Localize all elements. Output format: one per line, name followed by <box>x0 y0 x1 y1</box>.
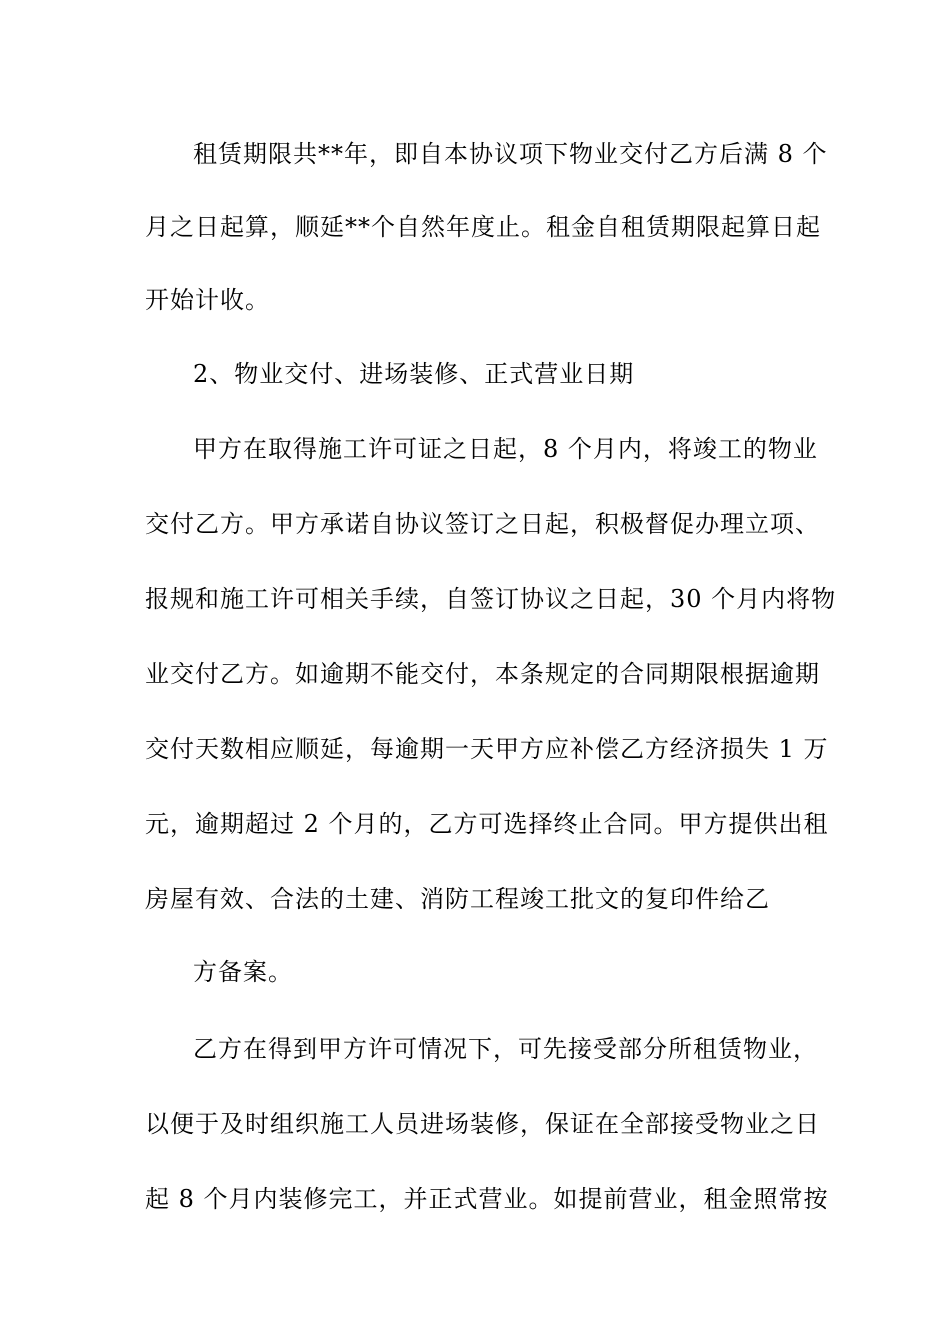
text-line-6: 交付乙方。甲方承诺自协议签订之日起，积极督促办理立项、 <box>145 510 820 538</box>
text-line-11: 房屋有效、合法的土建、消防工程竣工批文的复印件给乙 <box>145 885 770 913</box>
text-line-13: 乙方在得到甲方许可情况下，可先接受部分所租赁物业， <box>193 1035 818 1063</box>
text-line-9: 交付天数相应顺延，每逾期一天甲方应补偿乙方经济损失 1 万 <box>145 735 829 763</box>
text-line-14: 以便于及时组织施工人员进场装修，保证在全部接受物业之日 <box>145 1110 820 1138</box>
text-line-3: 开始计收。 <box>145 286 270 314</box>
text-line-12: 方备案。 <box>193 958 293 986</box>
text-line-8: 业交付乙方。如逾期不能交付，本条规定的合同期限根据逾期 <box>145 660 820 688</box>
text-line-2: 月之日起算，顺延**个自然年度止。租金自租赁期限起算日起 <box>145 213 821 241</box>
section-heading: 2、物业交付、进场装修、正式营业日期 <box>193 360 635 388</box>
text-line-10: 元，逾期超过 2 个月的，乙方可选择终止合同。甲方提供出租 <box>145 810 829 838</box>
text-line-1: 租赁期限共**年，即自本协议项下物业交付乙方后满 8 个 <box>193 140 828 168</box>
text-line-7: 报规和施工许可相关手续，自签订协议之日起，30 个月内将物 <box>145 585 837 613</box>
text-line-5: 甲方在取得施工许可证之日起，8 个月内，将竣工的物业 <box>193 435 818 463</box>
text-line-15: 起 8 个月内装修完工，并正式营业。如提前营业，租金照常按 <box>145 1185 829 1213</box>
